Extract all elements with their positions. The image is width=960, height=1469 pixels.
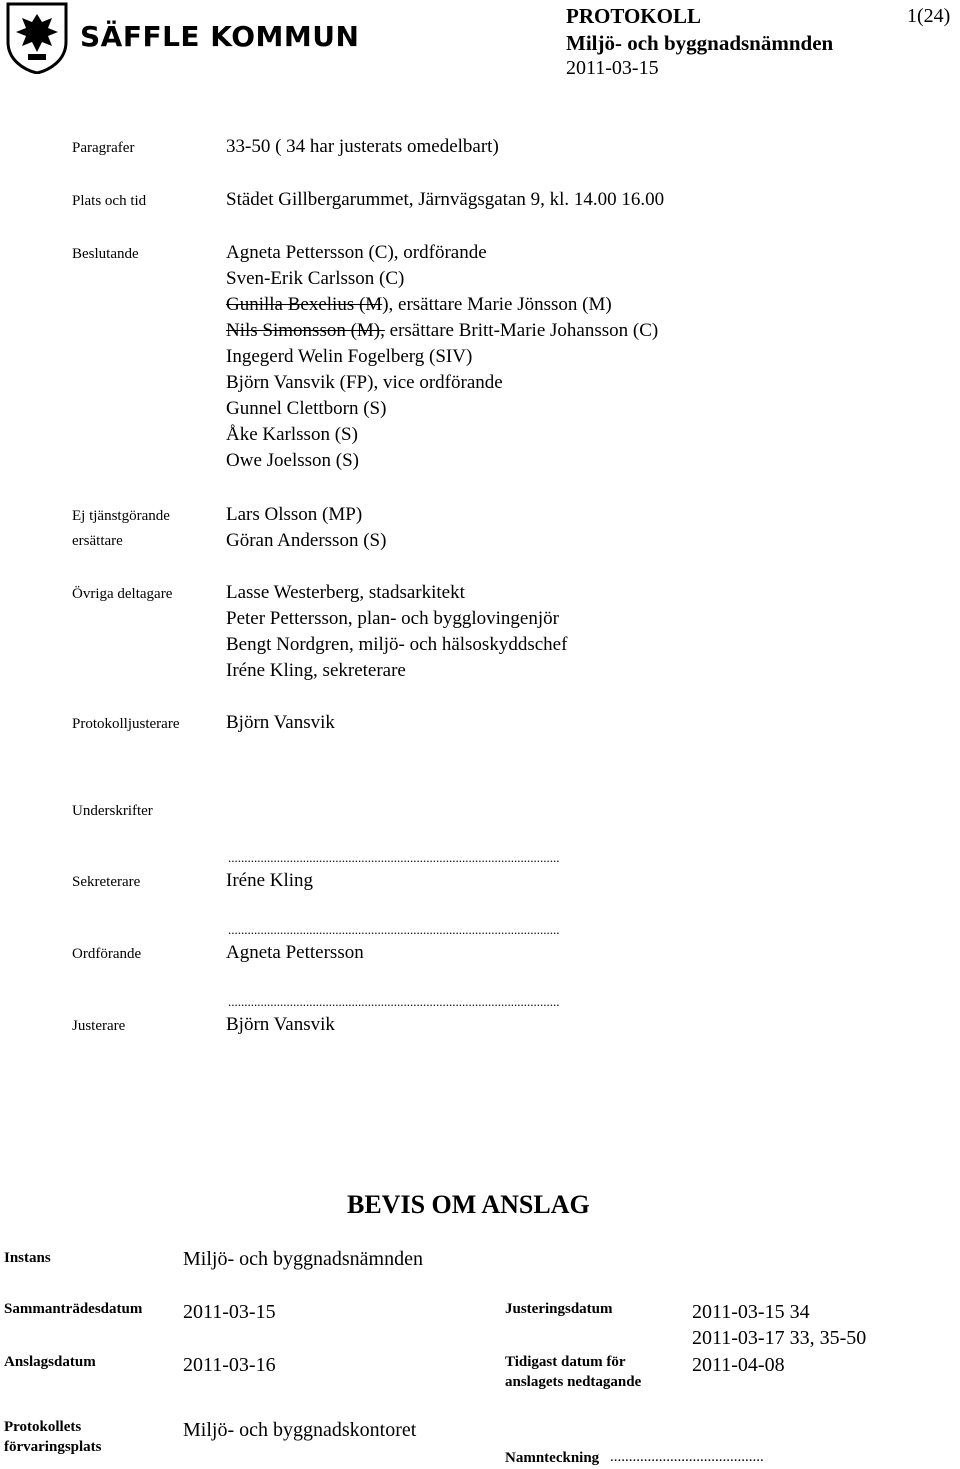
- beslutande-item: Owe Joelsson (S): [226, 450, 359, 471]
- justerare-label: Justerare: [72, 1018, 126, 1034]
- plats-value: Städet Gillbergarummet, Järnvägsgatan 9, kl. 14.00 16.00: [226, 189, 665, 210]
- doc-type: PROTOKOLL: [566, 4, 701, 28]
- substitute-text: ersättare Britt-Marie Johansson (C): [384, 320, 659, 341]
- anslagsdatum-label: Anslagsdatum: [4, 1354, 96, 1370]
- page-number: 1(24): [907, 5, 951, 27]
- instans-value: Miljö- och byggnadsnämnden: [183, 1248, 423, 1270]
- sekreterare-label: Sekreterare: [72, 874, 141, 890]
- header-body: Miljö- och byggnadsnämnden: [566, 31, 834, 55]
- beslutande-item: Åke Karlsson (S): [226, 424, 358, 445]
- substitute-text: ), ersättare Marie Jönsson (M): [382, 294, 612, 315]
- forvaring-value: Miljö- och byggnadskontoret: [183, 1419, 417, 1441]
- list-item: Iréne Kling, sekreterare: [226, 660, 406, 681]
- list-item: Lars Olsson (MP): [226, 504, 363, 525]
- ovriga-list: [226, 580, 567, 684]
- beslutande-item: [226, 318, 658, 344]
- justeringsdatum-value-1: 2011-03-15 34: [692, 1301, 810, 1323]
- beslutande-item: [226, 292, 658, 318]
- struck-member: Gunilla Bexelius (M: [226, 294, 383, 315]
- list-item: Lasse Westerberg, stadsarkitekt: [226, 582, 465, 603]
- beslutande-list: [226, 240, 658, 474]
- beslutande-item: Sven-Erik Carlsson (C): [226, 268, 405, 289]
- underskrifter-title: Underskrifter: [72, 803, 153, 819]
- forvaring-label-2: förvaringsplats: [4, 1439, 102, 1455]
- justeringsdatum-value-2: 2011-03-17 33, 35-50: [692, 1327, 867, 1349]
- sekreterare-name: Iréne Kling: [226, 870, 314, 891]
- tidigast-label-1: Tidigast datum för: [505, 1354, 626, 1370]
- plats-label: Plats och tid: [72, 193, 147, 209]
- anslagsdatum-value: 2011-03-16: [183, 1354, 276, 1376]
- ovriga-label: Övriga deltagare: [72, 586, 173, 602]
- namnteckning-line: .........................................: [610, 1449, 764, 1465]
- sammantradesdatum-value: 2011-03-15: [183, 1301, 276, 1323]
- forvaring-label-1: Protokollets: [4, 1419, 82, 1435]
- struck-member: Nils Simonsson (M),: [226, 320, 385, 341]
- instans-label: Instans: [4, 1250, 51, 1266]
- beslutande-item: Björn Vansvik (FP), vice ordförande: [226, 372, 503, 393]
- org-name: SÄFFLE KOMMUN: [80, 20, 360, 53]
- signature-line-justerare: ......................................................................................................: [228, 994, 560, 1009]
- ordforande-name: Agneta Pettersson: [226, 942, 364, 963]
- beslutande-item: Ingegerd Welin Fogelberg (SIV): [226, 346, 473, 367]
- list-item: Göran Andersson (S): [226, 530, 387, 551]
- tidigast-value: 2011-04-08: [692, 1354, 785, 1376]
- header-date: 2011-03-15: [566, 57, 659, 79]
- ej-tjanstgorande-label: Ej tjänstgörande: [72, 508, 170, 524]
- ersattare-label: ersättare: [72, 533, 123, 549]
- beslutande-item: Gunnel Clettborn (S): [226, 398, 387, 419]
- bevis-title: BEVIS OM ANSLAG: [347, 1190, 590, 1219]
- justeringsdatum-label: Justeringsdatum: [505, 1301, 613, 1317]
- paragrafer-value: 33-50 ( 34 har justerats omedelbart): [226, 136, 499, 157]
- ej-tjanstgorande-list: [226, 502, 386, 554]
- ordforande-label: Ordförande: [72, 946, 142, 962]
- justerare-name: Björn Vansvik: [226, 1014, 335, 1035]
- protokolljusterare-label: Protokolljusterare: [72, 716, 180, 732]
- signature-line-sekreterare: ......................................................................................................: [228, 850, 560, 865]
- coat-of-arms-logo: [6, 2, 68, 74]
- list-item: Peter Pettersson, plan- och bygglovingenjör: [226, 608, 559, 629]
- tidigast-label-2: anslagets nedtagande: [505, 1374, 642, 1390]
- signature-line-ordforande: ......................................................................................................: [228, 922, 560, 937]
- list-item: Bengt Nordgren, miljö- och hälsoskyddschef: [226, 634, 568, 655]
- sammantradesdatum-label: Sammanträdesdatum: [4, 1301, 143, 1317]
- paragrafer-label: Paragrafer: [72, 140, 135, 156]
- beslutande-item: Agneta Pettersson (C), ordförande: [226, 242, 487, 263]
- namnteckning-label: Namnteckning: [505, 1450, 600, 1466]
- protokolljusterare-value: Björn Vansvik: [226, 712, 335, 733]
- beslutande-label: Beslutande: [72, 246, 139, 262]
